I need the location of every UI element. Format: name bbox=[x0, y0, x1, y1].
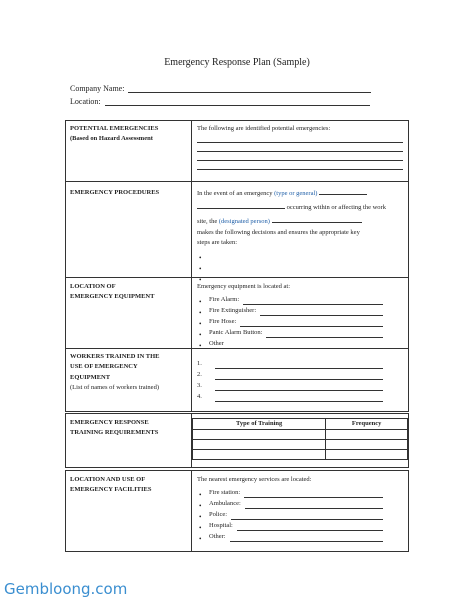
bullet-icon: • bbox=[199, 297, 202, 306]
list-item: • Fire Alarm: bbox=[197, 294, 403, 305]
panic-alarm-blank[interactable] bbox=[266, 330, 383, 338]
list-item: 1. bbox=[197, 358, 403, 369]
worker-name-blank[interactable] bbox=[215, 383, 383, 391]
training-subheading: TRAINING REQUIREMENTS bbox=[70, 429, 159, 437]
list-item: • Panic Alarm Button: bbox=[197, 327, 403, 338]
hospital-blank[interactable] bbox=[237, 523, 383, 531]
type-placeholder: (type or general) bbox=[274, 190, 318, 197]
procedures-line-4: makes the following decisions and ensures the appropriate key bbox=[197, 229, 360, 237]
bullet-icon: • bbox=[199, 512, 202, 521]
potential-line[interactable] bbox=[197, 169, 403, 170]
col-type-of-training: Type of Training bbox=[193, 419, 326, 430]
location-label: Location: bbox=[70, 97, 101, 106]
other-facility-blank[interactable] bbox=[230, 534, 383, 542]
fire-alarm-blank[interactable] bbox=[243, 297, 383, 305]
fire-extinguisher-blank[interactable] bbox=[260, 308, 383, 316]
bullet-icon: • bbox=[199, 319, 202, 328]
facilities-subheading: EMERGENCY FACILITIES bbox=[70, 486, 152, 494]
section-training-requirements bbox=[65, 413, 409, 468]
list-item bbox=[197, 250, 403, 261]
section-emergency-facilities bbox=[65, 470, 409, 552]
equipment-heading: LOCATION OF bbox=[70, 283, 116, 290]
watermark-text: Gembloong.com bbox=[4, 580, 128, 598]
bullet-icon: • bbox=[199, 341, 202, 350]
list-item: • Fire Hose: bbox=[197, 316, 403, 327]
company-name-line[interactable] bbox=[128, 84, 371, 93]
section-emergency-equipment bbox=[65, 277, 409, 349]
section-emergency-procedures bbox=[65, 181, 409, 284]
list-item bbox=[197, 261, 403, 272]
table-row bbox=[193, 429, 408, 439]
bullet-icon: • bbox=[199, 523, 202, 532]
procedures-heading: EMERGENCY PROCEDURES bbox=[70, 189, 160, 196]
workers-note: (List of names of workers trained) bbox=[70, 384, 159, 392]
workers-heading-2: USE OF EMERGENCY bbox=[70, 363, 138, 371]
designated-person-blank[interactable] bbox=[272, 215, 362, 223]
document-title: Emergency Response Plan (Sample) bbox=[164, 57, 310, 68]
police-blank[interactable] bbox=[231, 512, 383, 520]
bullet-icon: • bbox=[199, 253, 202, 262]
potential-heading: POTENTIAL EMERGENCIES bbox=[70, 125, 159, 132]
worker-name-blank[interactable] bbox=[215, 394, 383, 402]
equipment-subheading: EMERGENCY EQUIPMENT bbox=[70, 293, 155, 301]
list-item: • Police: bbox=[197, 509, 403, 520]
bullet-icon: • bbox=[199, 534, 202, 543]
list-item: • Fire Extinguisher: bbox=[197, 305, 403, 316]
table-row bbox=[193, 439, 408, 449]
list-item: • Other bbox=[199, 340, 224, 350]
training-table bbox=[192, 418, 408, 460]
worker-name-blank[interactable] bbox=[215, 361, 383, 369]
section-potential-emergencies bbox=[65, 120, 409, 182]
bullet-icon: • bbox=[199, 330, 202, 339]
ambulance-blank[interactable] bbox=[245, 501, 383, 509]
workers-heading: WORKERS TRAINED IN THE bbox=[70, 353, 160, 360]
list-item: 2. bbox=[197, 369, 403, 380]
equipment-list bbox=[197, 294, 403, 349]
workers-heading-3: EQUIPMENT bbox=[70, 373, 111, 381]
list-item: 3. bbox=[197, 380, 403, 391]
equipment-text: Emergency equipment is located at: bbox=[197, 283, 291, 290]
potential-line[interactable] bbox=[197, 142, 403, 143]
bullet-icon: • bbox=[199, 501, 202, 510]
list-item: • Hospital: bbox=[197, 520, 403, 531]
col-frequency: Frequency bbox=[326, 419, 408, 430]
company-name-row bbox=[70, 84, 371, 93]
procedures-line-1: In the event of an emergency (type or general) bbox=[197, 187, 403, 199]
list-item: • Other: bbox=[197, 531, 403, 542]
designated-person-placeholder: (designated person) bbox=[218, 217, 270, 225]
potential-subheading: (Based on Hazard Assessment bbox=[70, 135, 153, 143]
location-line[interactable] bbox=[105, 97, 370, 106]
table-header-row bbox=[193, 419, 408, 430]
section-workers-trained bbox=[65, 348, 409, 412]
potential-text: The following are identified potential emergencies: bbox=[197, 125, 331, 132]
list-item: • Fire station: bbox=[197, 487, 403, 498]
fire-hose-blank[interactable] bbox=[240, 319, 383, 327]
list-item: • Ambulance: bbox=[197, 498, 403, 509]
bullet-icon: • bbox=[199, 490, 202, 499]
bullet-icon: • bbox=[199, 308, 202, 317]
facilities-list bbox=[197, 487, 403, 542]
type-blank[interactable] bbox=[319, 187, 367, 195]
procedures-line-2: occurring within or affecting the work bbox=[197, 201, 403, 213]
training-heading: EMERGENCY RESPONSE bbox=[70, 419, 149, 426]
worker-name-blank[interactable] bbox=[215, 372, 383, 380]
table-row bbox=[193, 449, 408, 459]
list-item: 4. bbox=[197, 391, 403, 402]
bullet-icon: • bbox=[199, 275, 202, 284]
company-name-label: Company Name: bbox=[70, 84, 125, 93]
procedures-line-5: steps are taken: bbox=[197, 239, 238, 246]
facilities-heading: LOCATION AND USE OF bbox=[70, 476, 146, 483]
facilities-text: The nearest emergency services are located: bbox=[197, 476, 312, 483]
potential-line[interactable] bbox=[197, 160, 403, 161]
fire-station-blank[interactable] bbox=[244, 490, 383, 498]
procedures-line-3: site, the (designated person) bbox=[197, 215, 403, 227]
potential-line[interactable] bbox=[197, 151, 403, 152]
occurring-blank[interactable] bbox=[197, 201, 285, 209]
location-row bbox=[70, 97, 370, 106]
bullet-icon: • bbox=[199, 264, 202, 273]
